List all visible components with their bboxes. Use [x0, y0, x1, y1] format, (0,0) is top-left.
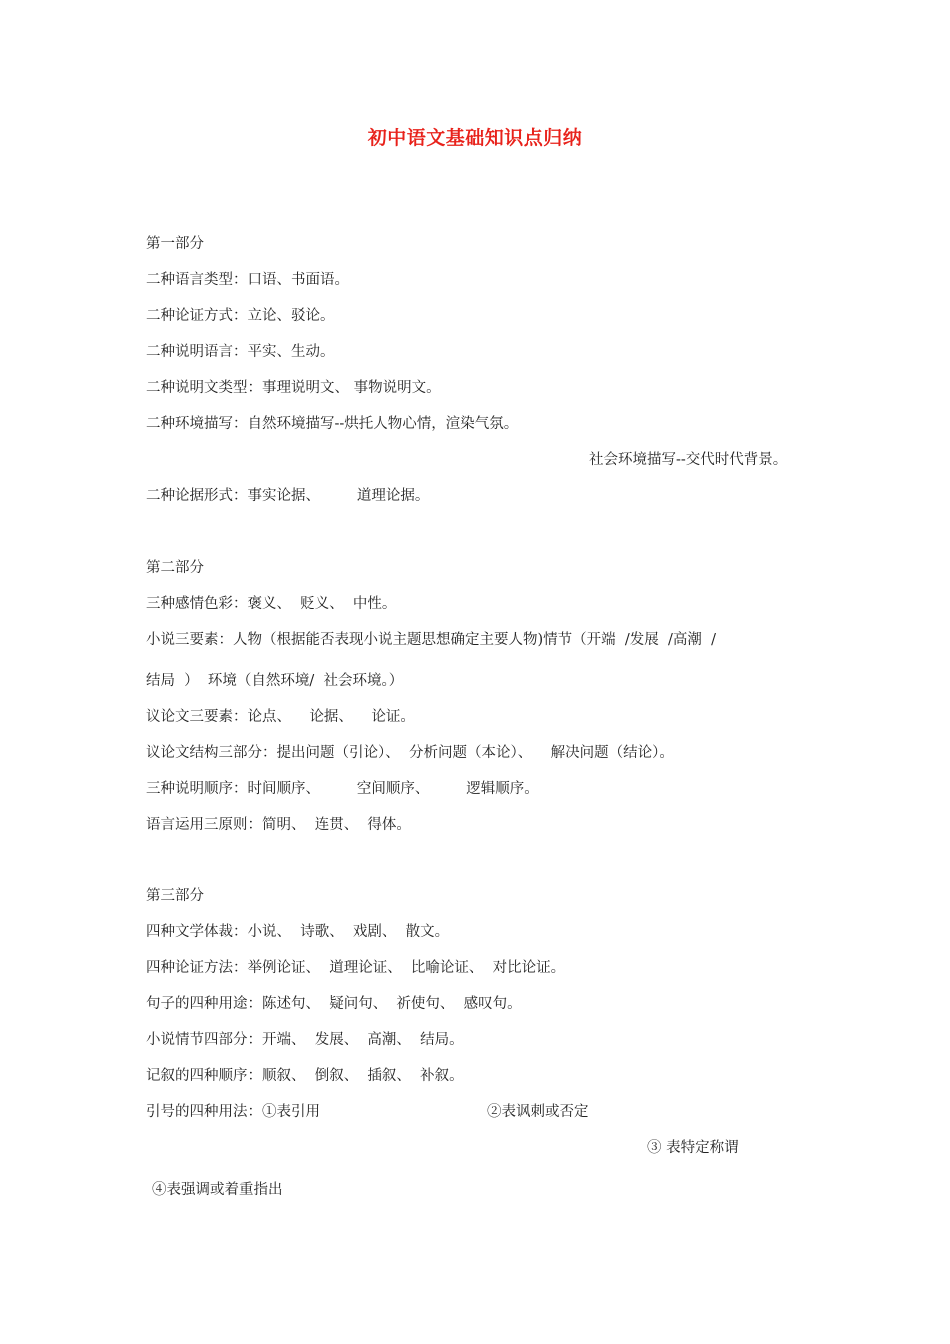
text-line: 小说情节四部分：开端、 发展、 高潮、 结局。: [146, 1032, 464, 1048]
text-line: 四种文学体裁：小说、 诗歌、 戏剧、 散文。: [146, 924, 450, 940]
text-line: ②表讽刺或否定: [487, 1104, 589, 1120]
text-line: ③ 表特定称谓: [647, 1140, 739, 1156]
text-line: 四种论证方法：举例论证、 道理论证、 比喻论证、 对比论证。: [146, 960, 566, 976]
section-heading: 第三部分: [146, 888, 204, 904]
text-line: 语言运用三原则：简明、 连贯、 得体。: [146, 817, 411, 833]
text-line: 三种感情色彩：褒义、 贬义、 中性。: [146, 596, 397, 612]
text-line-continuation: 社会环境描写--交代时代背景。: [589, 452, 788, 468]
text-line: 小说三要素：人物（根据能否表现小说主题思想确定主要人物)情节（开端 /发展 /高潮 /: [146, 632, 716, 648]
text-line: 句子的四种用途：陈述句、 疑问句、 祈使句、 感叹句。: [146, 996, 522, 1012]
text-line: 二种论据形式：事实论据、 道理论据。: [146, 488, 430, 504]
section-heading: 第一部分: [146, 236, 204, 252]
text-line: 议论文三要素：论点、 论据、 论证。: [146, 709, 415, 725]
text-line: 记叙的四种顺序：顺叙、 倒叙、 插叙、 补叙。: [146, 1068, 464, 1084]
text-line: 二种论证方式：立论、驳论。: [146, 308, 335, 324]
text-line: 三种说明顺序：时间顺序、 空间顺序、 逻辑顺序。: [146, 781, 539, 797]
text-line: ④表强调或着重指出: [152, 1182, 283, 1198]
text-line: 二种环境描写：自然环境描写--烘托人物心情，渲染气氛。: [146, 416, 519, 432]
text-line: 结局 ） 环境（自然环境/ 社会环境。）: [146, 673, 404, 689]
text-line: 引号的四种用法：①表引用: [146, 1104, 320, 1120]
section-heading: 第二部分: [146, 560, 204, 576]
text-line: 议论文结构三部分：提出问题（引论）、 分析问题（本论）、 解决问题（结论）。: [146, 745, 674, 761]
text-line: 二种语言类型：口语、书面语。: [146, 272, 349, 288]
page-title: 初中语文基础知识点归纳: [367, 127, 583, 149]
text-line: 二种说明文类型：事理说明文、 事物说明文。: [146, 380, 441, 396]
text-line: 二种说明语言：平实、生动。: [146, 344, 335, 360]
